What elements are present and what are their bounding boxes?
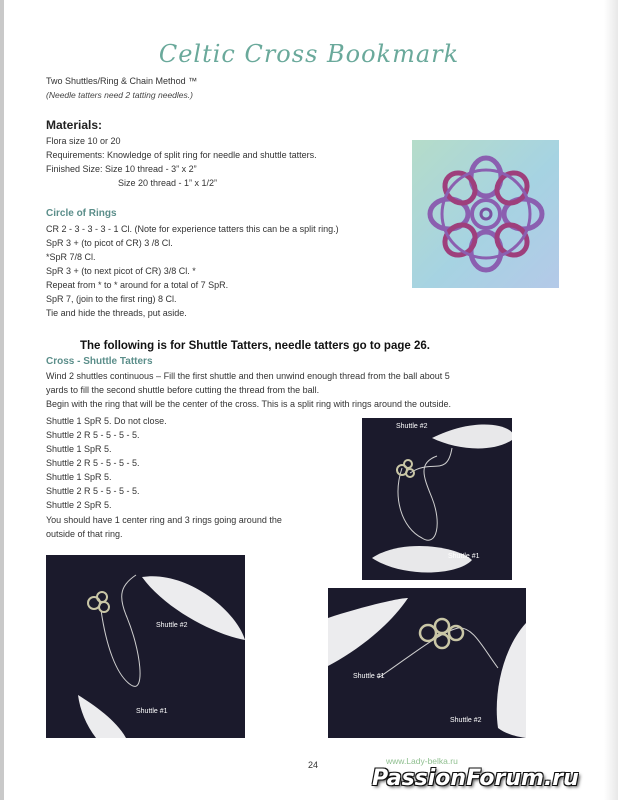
materials-line: Flora size 10 or 20 — [46, 136, 121, 146]
materials-heading: Materials: — [46, 118, 103, 132]
needle-note: (Needle tatters need 2 tatting needles.) — [46, 90, 193, 100]
result-line: outside of that ring. — [46, 529, 123, 539]
shuttle-photo-1 — [362, 418, 512, 580]
shuttle-label: Shuttle #2 — [396, 423, 428, 430]
page-number: 24 — [308, 760, 319, 770]
shuttle-label: Shuttle #2 — [450, 717, 482, 724]
step-line: Shuttle 2 R 5 - 5 - 5 - 5. — [46, 430, 140, 440]
materials-line: Finished Size: Size 10 thread - 3” x 2” — [46, 164, 197, 174]
shuttle-label: Shuttle #1 — [448, 553, 480, 560]
result-line: You should have 1 center ring and 3 rings going around the — [46, 515, 282, 525]
circle-line: SpR 7, (join to the first ring) 8 Cl. — [46, 294, 177, 304]
shuttle-label: Shuttle #1 — [136, 708, 168, 715]
cross-heading: Cross - Shuttle Tatters — [46, 356, 153, 367]
shuttle-notice: The following is for Shuttle Tatters, needle tatters go to page 26. — [80, 340, 430, 352]
materials-line: Size 20 thread - 1” x 1/2” — [118, 178, 218, 188]
step-line: Shuttle 1 SpR 5. — [46, 472, 112, 482]
lace-circle-image — [412, 140, 559, 288]
intro-line: Wind 2 shuttles continuous – Fill the first shuttle and then unwind enough thread from the ball about 5 — [46, 371, 450, 381]
shuttle-photo-3 — [328, 588, 526, 738]
step-line: Shuttle 2 R 5 - 5 - 5 - 5. — [46, 486, 140, 496]
circle-line: CR 2 - 3 - 3 - 3 - 1 Cl. (Note for experience tatters this can be a split ring.) — [46, 224, 339, 234]
materials-line: Requirements: Knowledge of split ring for needle and shuttle tatters. — [46, 150, 317, 160]
shuttle-label: Shuttle #2 — [156, 622, 188, 629]
circle-heading: Circle of Rings — [46, 208, 117, 219]
step-line: Shuttle 2 SpR 5. — [46, 500, 112, 510]
circle-line: SpR 3 + (to next picot of CR) 3/8 Cl. * — [46, 266, 196, 276]
shuttle-photo-2 — [46, 555, 245, 738]
intro-line: Begin with the ring that will be the center of the cross. This is a split ring with rings around the outside. — [46, 399, 452, 409]
step-line: Shuttle 1 SpR 5. Do not close. — [46, 416, 167, 426]
site-url[interactable]: www.Lady-belka.ru — [386, 756, 458, 766]
watermark: PassionForum.ru — [372, 766, 579, 791]
scan-shadow — [604, 0, 618, 800]
circle-line: *SpR 7/8 Cl. — [46, 252, 96, 262]
page-title: Celtic Cross Bookmark — [158, 40, 460, 68]
page-edge — [0, 0, 4, 800]
shuttle-label: Shuttle #1 — [353, 673, 385, 680]
intro-line: yards to fill the second shuttle before cutting the thread from the ball. — [46, 385, 320, 395]
circle-line: Repeat from * to * around for a total of 7 SpR. — [46, 280, 229, 290]
step-line: Shuttle 1 SpR 5. — [46, 444, 112, 454]
step-line: Shuttle 2 R 5 - 5 - 5 - 5. — [46, 458, 140, 468]
circle-of-rings-photo — [412, 140, 559, 288]
method-line: Two Shuttles/Ring & Chain Method ™ — [46, 76, 198, 86]
circle-line: Tie and hide the threads, put aside. — [46, 308, 187, 318]
circle-line: SpR 3 + (to picot of CR) 3 /8 Cl. — [46, 238, 173, 248]
